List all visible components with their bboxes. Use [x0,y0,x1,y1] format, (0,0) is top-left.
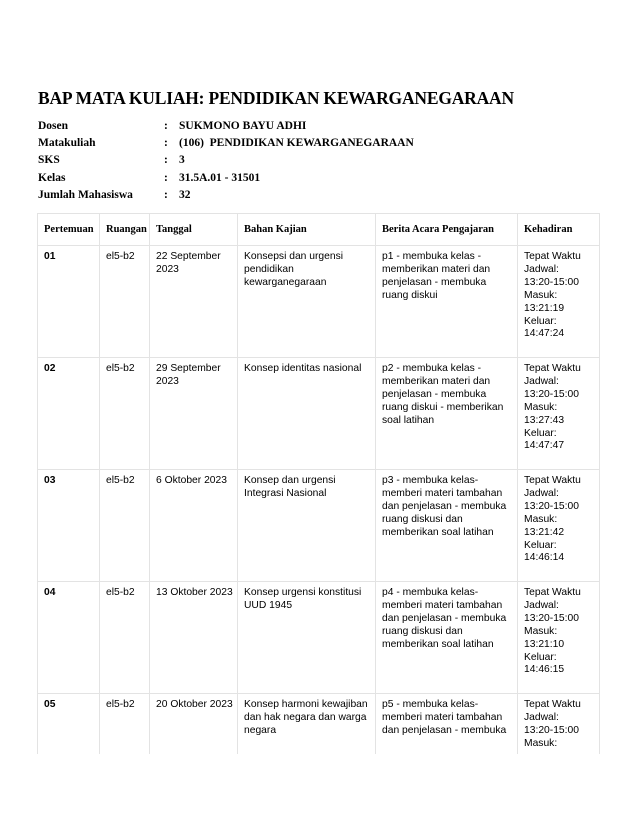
table-header-row [38,214,600,246]
kehadiran-line: Masuk: [524,401,558,413]
info-label: Kelas [38,171,66,184]
kehadiran-line: 13:20-15:00 [524,500,579,512]
info-value: 31.5A.01 - 31501 [179,171,261,184]
cell-pertemuan: 04 [38,582,100,694]
table-body [38,246,600,755]
cell-berita-acara: p3 - membuka kelas- memberi materi tambahan dan penjelasan - membuka ruang diskusi dan memberikan soal latihan [376,470,518,582]
table-row [38,470,600,582]
kehadiran-line: 13:20-15:00 [524,612,579,624]
cell-tanggal: 13 Oktober 2023 [150,582,238,694]
kehadiran-line: 13:21:42 [524,526,565,538]
kehadiran-line: Jadwal: [524,375,559,387]
cell-pertemuan: 03 [38,470,100,582]
kehadiran-line: Keluar: [524,315,557,327]
kehadiran-line: 14:46:15 [524,664,565,676]
info-label: Matakuliah [38,137,96,150]
cell-tanggal: 20 Oktober 2023 [150,694,238,755]
kehadiran-line: Tepat Waktu [524,251,581,262]
info-colon: : [164,154,168,167]
info-label: Dosen [38,120,69,132]
info-label: SKS [38,154,60,167]
cell-kehadiran [518,246,600,358]
kehadiran-line: Masuk: [524,625,558,637]
table-row [38,694,600,755]
kehadiran-line: Tepat Waktu [524,363,581,374]
kehadiran-line: 13:21:19 [524,302,565,314]
cell-tanggal: 6 Oktober 2023 [150,470,238,582]
kehadiran-line: Keluar: [524,539,557,551]
info-colon: : [164,188,168,201]
info-colon: : [164,171,168,184]
kehadiran-line: Jadwal: [524,263,559,275]
kehadiran-line: 13:20-15:00 [524,388,579,400]
info-value: (106) PENDIDIKAN KEWARGANEGARAAN [179,137,414,150]
cell-kehadiran [518,694,600,755]
header-bahan-kajian: Bahan Kajian [238,214,376,246]
kehadiran-line: 13:20-15:00 [524,724,579,736]
header-berita-acara: Berita Acara Pengajaran [376,214,518,246]
cell-bahan-kajian: Konsep identitas nasional [238,358,376,470]
cell-berita-acara: p2 - membuka kelas - memberikan materi dan penjelasan - membuka ruang diskui - memberikan soal latihan [376,358,518,470]
kehadiran-line: Tepat Waktu [524,699,581,710]
table-row [38,358,600,470]
kehadiran-line: Tepat Waktu [524,475,581,486]
kehadiran-line: Keluar: [524,651,557,663]
cell-bahan-kajian: Konsep harmoni kewajiban dan hak negara dan warga negara [238,694,376,755]
table-row [38,246,600,358]
cell-berita-acara: p4 - membuka kelas- memberi materi tambahan dan penjelasan - membuka ruang diskusi dan memberikan soal latihan [376,582,518,694]
table-row [38,582,600,694]
cell-ruangan: el5-b2 [100,694,150,755]
cell-berita-acara: p5 - membuka kelas- memberi materi tambahan dan penjelasan - membuka [376,694,518,755]
info-value: 32 [179,188,191,201]
kehadiran-line: 13:21:10 [524,638,565,650]
bap-table [37,213,600,754]
cell-ruangan: el5-b2 [100,246,150,358]
cell-kehadiran [518,582,600,694]
cell-kehadiran [518,470,600,582]
kehadiran-line: 14:47:24 [524,328,565,340]
info-colon: : [164,120,168,132]
kehadiran-line: Masuk: [524,513,558,525]
info-colon: : [164,137,168,150]
cell-ruangan: el5-b2 [100,358,150,470]
info-value: 3 [179,154,185,167]
cell-bahan-kajian: Konsep dan urgensi Integrasi Nasional [238,470,376,582]
kehadiran-line: Masuk: [524,289,558,301]
kehadiran-line: Jadwal: [524,487,559,499]
cell-pertemuan: 01 [38,246,100,358]
cell-pertemuan: 02 [38,358,100,470]
cell-ruangan: el5-b2 [100,470,150,582]
kehadiran-line: 14:46:14 [524,552,565,564]
info-label: Jumlah Mahasiswa [38,188,133,201]
kehadiran-line: Jadwal: [524,599,559,611]
cell-ruangan: el5-b2 [100,582,150,694]
header-kehadiran: Kehadiran [518,214,600,246]
kehadiran-line: Masuk: [524,737,558,749]
info-value: SUKMONO BAYU ADHI [179,120,307,132]
cell-kehadiran [518,358,600,470]
kehadiran-line: Tepat Waktu [524,587,581,598]
page-title: BAP MATA KULIAH: PENDIDIKAN KEWARGANEGARAAN [38,88,514,108]
cell-bahan-kajian: Konsep urgensi konstitusi UUD 1945 [238,582,376,694]
header-ruangan: Ruangan [100,214,150,246]
cell-tanggal: 29 September 2023 [150,358,238,470]
kehadiran-line: 14:47:47 [524,440,565,452]
cell-tanggal: 22 September 2023 [150,246,238,358]
kehadiran-line: 13:27:43 [524,414,565,426]
kehadiran-line: Jadwal: [524,711,559,723]
cell-berita-acara: p1 - membuka kelas - memberikan materi dan penjelasan - membuka ruang diskui [376,246,518,358]
kehadiran-line: 13:20-15:00 [524,276,579,288]
cell-bahan-kajian: Konsepsi dan urgensi pendidikan kewarganegaraan [238,246,376,358]
header-pertemuan: Pertemuan [38,214,100,246]
header-tanggal: Tanggal [150,214,238,246]
cell-pertemuan: 05 [38,694,100,755]
kehadiran-line: Keluar: [524,427,557,439]
